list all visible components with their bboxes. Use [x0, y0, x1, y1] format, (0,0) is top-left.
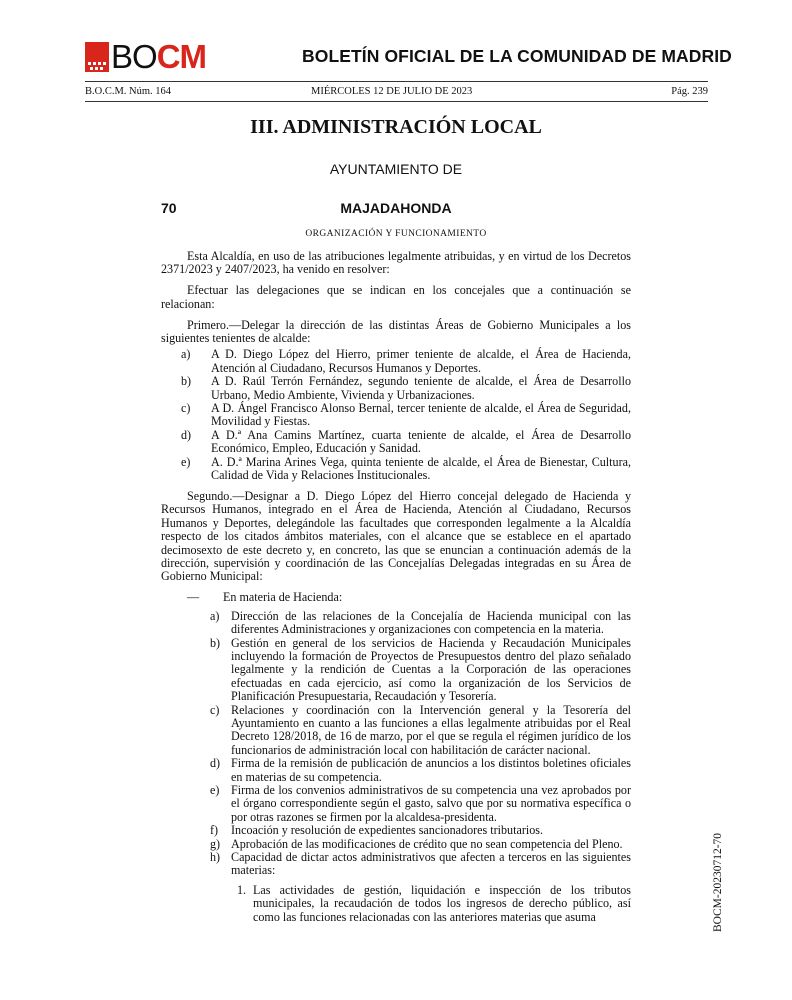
- paragraph-intro: Esta Alcaldía, en uso de las atribuciones legalmente atribuidas, y en virtud de los Decretos 2371/2023 y 2407/2023, ha venido en resolver:: [161, 249, 631, 277]
- ayuntamiento-label: AYUNTAMIENTO DE: [329, 161, 463, 177]
- gazette-title: BOLETÍN OFICIAL DE LA COMUNIDAD DE MADRID: [302, 46, 732, 66]
- dash-item-hacienda: — En materia de Hacienda:: [187, 590, 343, 605]
- section-title: III. ADMINISTRACIÓN LOCAL: [250, 116, 542, 138]
- list-item: e) Firma de los convenios administrativos de su competencia una vez aprobados por el órgano correspondiente según el gasto, salvo que por su normativa específica o por otras razones se firmen por la alcaldesa-presidenta.: [210, 783, 631, 824]
- announcement-number: 70: [161, 200, 177, 216]
- list-item: c) Relaciones y coordinación con la Intervención general y la Tesorería del Ayuntamiento en cuanto a las funciones a ellas legalmente atribuidas por el Real Decreto 128/2018, de 16 de marzo, por el que se regula el régimen jurídico de los funcionarios de administración local con habilitación de carácter nacional.: [210, 702, 631, 757]
- hacienda-powers-list: [161, 610, 631, 878]
- list-item: d) Firma de la remisión de publicación de anuncios a los distintos boletines oficiales en materias de su competencia.: [210, 756, 631, 784]
- subsection-title: ORGANIZACIÓN Y FUNCIONAMIENTO: [305, 229, 487, 239]
- list-item: 1. Las actividades de gestión, liquidación e inspección de los tributos municipales, la recaudación de todos los ingresos de derecho público, así como las funciones relacionadas con las anteriores materias que asuma: [237, 882, 631, 924]
- list-item: c) A D. Ángel Francisco Alonso Bernal, tercer teniente de alcalde, el Área de Seguridad, Movilidad y Fiestas.: [181, 401, 631, 429]
- madrid-stars-icon: [85, 42, 109, 72]
- document-code: BOCM-20230712-70: [712, 832, 724, 932]
- issue-number: B.O.C.M. Núm. 164: [85, 86, 172, 97]
- municipality-name: MAJADAHONDA: [340, 200, 452, 216]
- bocm-logo: [85, 40, 206, 74]
- paragraph-primero: Primero.—Delegar la dirección de las distintas Áreas de Gobierno Municipales a los siguientes tenientes de alcalde:: [161, 317, 631, 346]
- list-item: h) Capacidad de dictar actos administrativos que afecten a terceros en las siguientes materias:: [210, 850, 631, 878]
- list-item: e) A. D.ª Marina Arines Vega, quinta teniente de alcalde, el Área de Bienestar, Cultura, Calidad de Vida y Relaciones Institucionales.: [181, 454, 631, 483]
- document-body: [161, 250, 631, 924]
- list-item: d) A D.ª Ana Camins Martínez, cuarta teniente de alcalde, el Área de Desarrollo Económico, Empleo, Educación y Sanidad.: [181, 427, 631, 456]
- header-rule-top: [85, 81, 708, 82]
- list-item: b) Gestión en general de los servicios de Hacienda y Recaudación Municipales incluyendo la formación de Proyectos de Presupuestos dentro del plazo señalado legalmente y la rendición de Cuentas a la Corporación de las operaciones efectuadas en cada ejercicio, así como la organización de los Servicios de Planificación Presupuestaria, Recaudación y Tesorería.: [210, 635, 631, 704]
- header-rule-bottom: [85, 101, 708, 102]
- list-item: a) A D. Diego López del Hierro, primer teniente de alcalde, el Área de Hacienda, Atención al Ciudadano, Recursos Humanos y Deportes.: [181, 347, 631, 375]
- issue-date: MIÉRCOLES 12 DE JULIO DE 2023: [311, 86, 473, 97]
- list-item: f) Incoación y resolución de expedientes sancionadores tributarios.: [210, 823, 543, 838]
- page-number: Pág. 239: [671, 86, 708, 97]
- paragraph-segundo: Segundo.—Designar a D. Diego López del Hierro concejal delegado de Hacienda y Recursos Humanos, integrado en el Área de Hacienda, Atención al Ciudadano, Recursos Humanos y Deportes, delegándole las facultades que corresponden legalmente a la Alcaldía respecto de los citados ámbitos materiales, con el alcance que se establece en el apartado decimosexto de este decreto y, en concreto, las que se enuncian a continuación además de la dirección, supervisión y coordinación de las Concejalías Delegadas integradas en su Área de Gobierno Municipal:: [161, 489, 631, 584]
- list-item: b) A D. Raúl Terrón Fernández, segundo teniente de alcalde, el Área de Desarrollo Urbano, Medio Ambiente, Vivienda y Urbanizaciones.: [181, 374, 631, 402]
- deputy-list: [161, 348, 631, 482]
- list-item: g) Aprobación de las modificaciones de crédito que no sean competencia del Pleno.: [210, 836, 623, 851]
- paragraph-resolve: Efectuar las delegaciones que se indican en los concejales que a continuación se relacionan:: [161, 283, 631, 311]
- list-item: a) Dirección de las relaciones de la Concejalía de Hacienda municipal con las diferentes Administraciones y organizaciones con competencia en la materia.: [210, 608, 631, 637]
- logo-text: BOCM: [111, 38, 207, 75]
